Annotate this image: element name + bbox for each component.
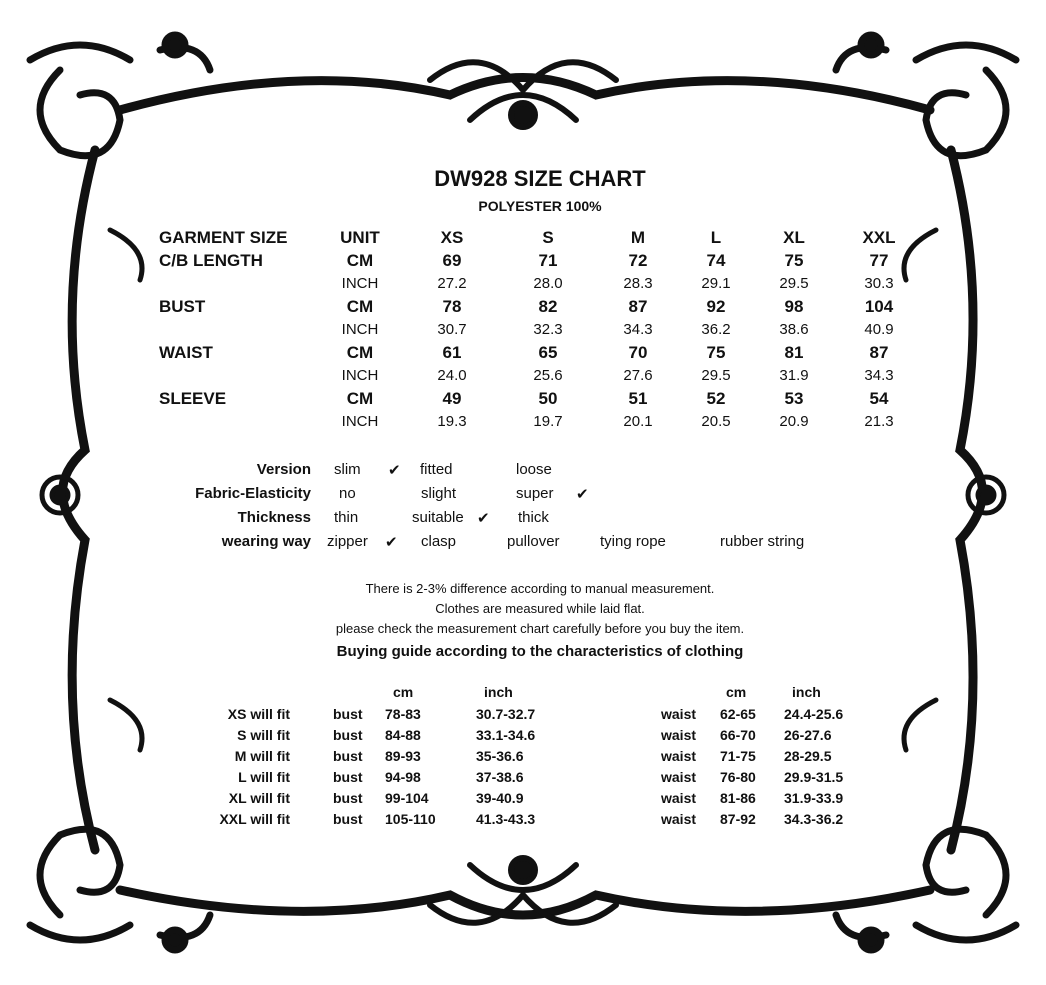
header-unit: UNIT: [340, 228, 380, 247]
cell-inch: 36.2: [701, 321, 731, 338]
attribute-label: Thickness: [237, 509, 311, 526]
guide-size-label: XS will fit: [227, 706, 290, 722]
cell-inch: 28.0: [533, 275, 563, 292]
attribute-option: no: [339, 485, 356, 502]
cell-cm: 87: [869, 343, 889, 362]
guide-bust-label: bust: [333, 790, 363, 806]
row-label: SLEEVE: [159, 389, 227, 408]
unit-cm: CM: [346, 297, 374, 316]
guide-bust-label: bust: [333, 748, 363, 764]
guide-bust-inch: 39-40.9: [476, 790, 524, 806]
cell-inch: 20.1: [623, 413, 653, 430]
cell-inch: 28.3: [623, 275, 653, 292]
guide-waist-cm: 81-86: [720, 790, 756, 806]
guide-waist-inch: 29.9-31.5: [784, 769, 844, 785]
cell-inch: 31.9: [779, 367, 809, 384]
guide-bust-label: bust: [333, 706, 363, 722]
right-rosette: [968, 477, 1004, 513]
cell-inch: 21.3: [864, 413, 894, 430]
cell-cm: 77: [869, 251, 889, 270]
cell-inch: 19.3: [437, 413, 467, 430]
guide-waist-inch: 28-29.5: [784, 748, 832, 764]
cell-inch: 34.3: [623, 321, 653, 338]
cell-inch: 25.6: [533, 367, 563, 384]
attribute-label: wearing way: [221, 533, 311, 550]
buying-guide-title: Buying guide according to the characteristics of clothing: [336, 643, 744, 660]
attribute-option: loose: [516, 461, 552, 478]
cell-inch: 29.1: [701, 275, 731, 292]
cell-cm: 70: [628, 343, 648, 362]
note-check-chart: please check the measurement chart carefully before you buy the item.: [335, 621, 745, 636]
cell-cm: 87: [628, 297, 648, 316]
guide-waist-label: waist: [661, 811, 697, 827]
cell-cm: 75: [706, 343, 726, 362]
guide-bust-inch: 37-38.6: [476, 769, 524, 785]
guide-waist-label: waist: [661, 790, 697, 806]
guide-size-label: M will fit: [234, 748, 290, 764]
attribute-option: suitable: [412, 509, 464, 526]
guide-waist-cm-header: cm: [726, 684, 747, 700]
unit-cm: CM: [346, 251, 374, 270]
guide-bust-cm: 89-93: [385, 748, 421, 764]
guide-bust-inch: 41.3-43.3: [476, 811, 536, 827]
guide-waist-label: waist: [661, 706, 697, 722]
guide-bust-cm: 78-83: [385, 706, 421, 722]
attribute-option: clasp: [421, 533, 457, 550]
header-size-2: M: [630, 228, 646, 247]
cell-inch: 19.7: [533, 413, 563, 430]
attribute-option: slight: [421, 485, 457, 502]
cell-inch: 38.6: [779, 321, 809, 338]
cell-cm: 52: [706, 389, 726, 408]
row-label: WAIST: [159, 343, 213, 362]
guide-waist-cm: 66-70: [720, 727, 756, 743]
cell-cm: 65: [538, 343, 558, 362]
cell-cm: 61: [442, 343, 462, 362]
unit-inch: INCH: [341, 321, 379, 338]
cell-inch: 34.3: [864, 367, 894, 384]
unit-inch: INCH: [341, 275, 379, 292]
header-garment-size: GARMENT SIZE: [159, 228, 288, 247]
cell-cm: 98: [784, 297, 804, 316]
material-subtitle: POLYESTER 100%: [478, 198, 602, 214]
cell-cm: 92: [706, 297, 726, 316]
header-size-3: L: [710, 228, 722, 247]
guide-bust-cm-header: cm: [393, 684, 414, 700]
guide-bust-label: bust: [333, 727, 363, 743]
header-size-4: XL: [783, 228, 805, 247]
cell-inch: 27.6: [623, 367, 653, 384]
guide-bust-label: bust: [333, 769, 363, 785]
attribute-option: rubber string: [720, 533, 805, 550]
unit-cm: CM: [346, 343, 374, 362]
guide-waist-cm: 71-75: [720, 748, 756, 764]
guide-size-label: XL will fit: [228, 790, 290, 806]
guide-bust-cm: 94-98: [385, 769, 421, 785]
guide-waist-cm: 76-80: [720, 769, 756, 785]
check-mark-icon: ✔: [388, 462, 401, 479]
cell-cm: 54: [869, 389, 889, 408]
guide-size-label: XXL will fit: [219, 811, 290, 827]
guide-waist-inch: 31.9-33.9: [784, 790, 844, 806]
cell-cm: 81: [784, 343, 804, 362]
guide-waist-label: waist: [661, 769, 697, 785]
guide-bust-inch-header: inch: [484, 684, 513, 700]
attribute-option: thick: [518, 509, 549, 526]
row-label: BUST: [159, 297, 206, 316]
cell-cm: 74: [706, 251, 726, 270]
attribute-option: pullover: [507, 533, 560, 550]
guide-bust-cm: 105-110: [385, 811, 436, 827]
unit-inch: INCH: [341, 413, 379, 430]
guide-bust-inch: 30.7-32.7: [476, 706, 536, 722]
guide-waist-cm: 62-65: [720, 706, 756, 722]
attribute-option: fitted: [420, 461, 453, 478]
guide-bust-inch: 35-36.6: [476, 748, 524, 764]
attribute-option: super: [516, 485, 554, 502]
cell-inch: 40.9: [864, 321, 894, 338]
guide-waist-inch: 34.3-36.2: [784, 811, 844, 827]
cell-cm: 78: [442, 297, 462, 316]
attribute-label: Fabric-Elasticity: [195, 485, 311, 502]
header-size-1: S: [542, 228, 554, 247]
cell-inch: 27.2: [437, 275, 467, 292]
note-measurement-difference: There is 2-3% difference according to manual measurement.: [365, 581, 715, 596]
cell-inch: 24.0: [437, 367, 467, 384]
cell-cm: 53: [784, 389, 804, 408]
guide-waist-cm: 87-92: [720, 811, 756, 827]
attribute-option: zipper: [327, 533, 368, 550]
guide-size-label: L will fit: [238, 769, 290, 785]
guide-size-label: S will fit: [237, 727, 290, 743]
guide-waist-inch: 24.4-25.6: [784, 706, 844, 722]
cell-cm: 82: [538, 297, 558, 316]
note-laid-flat: Clothes are measured while laid flat.: [435, 601, 645, 616]
guide-bust-cm: 99-104: [385, 790, 429, 806]
cell-cm: 71: [538, 251, 558, 270]
attribute-label: Version: [256, 461, 311, 478]
guide-bust-label: bust: [333, 811, 363, 827]
guide-waist-inch-header: inch: [792, 684, 821, 700]
check-mark-icon: ✔: [477, 510, 490, 527]
cell-inch: 32.3: [533, 321, 563, 338]
row-label: C/B LENGTH: [159, 251, 263, 270]
unit-cm: CM: [346, 389, 374, 408]
cell-cm: 69: [442, 251, 462, 270]
header-size-5: XXL: [862, 228, 896, 247]
attribute-option: tying rope: [600, 533, 666, 550]
guide-waist-label: waist: [661, 727, 697, 743]
cell-cm: 104: [864, 297, 894, 316]
cell-inch: 29.5: [779, 275, 809, 292]
unit-inch: INCH: [341, 367, 379, 384]
attribute-option: slim: [334, 461, 361, 478]
attribute-option: thin: [334, 509, 359, 526]
cell-inch: 20.5: [701, 413, 731, 430]
page-title: DW928 SIZE CHART: [434, 166, 646, 191]
guide-bust-cm: 84-88: [385, 727, 421, 743]
cell-cm: 50: [538, 389, 558, 408]
cell-cm: 49: [442, 389, 462, 408]
cell-inch: 20.9: [779, 413, 809, 430]
check-mark-icon: ✔: [576, 486, 589, 503]
guide-waist-label: waist: [661, 748, 697, 764]
header-size-0: XS: [440, 228, 464, 247]
cell-cm: 75: [784, 251, 804, 270]
cell-inch: 30.3: [864, 275, 894, 292]
check-mark-icon: ✔: [385, 534, 398, 551]
cell-cm: 51: [628, 389, 648, 408]
cell-cm: 72: [628, 251, 648, 270]
guide-waist-inch: 26-27.6: [784, 727, 832, 743]
guide-bust-inch: 33.1-34.6: [476, 727, 536, 743]
cell-inch: 29.5: [701, 367, 731, 384]
cell-inch: 30.7: [437, 321, 467, 338]
